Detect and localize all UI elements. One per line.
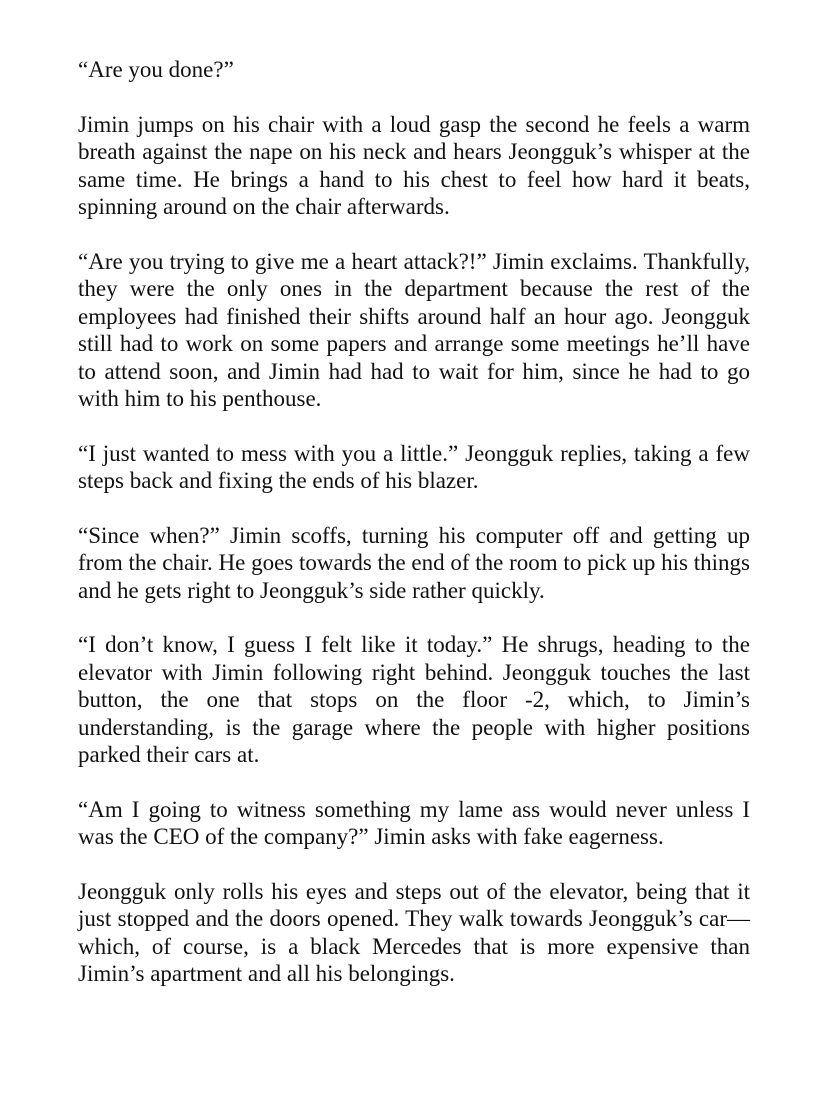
paragraph: “Are you done?” [78,57,234,82]
story-text [78,56,750,1015]
paragraph: Jimin jumps on his chair with a loud gasp the second he feels a warm breath against the nape on his neck and hears Jeongguk’s whisper at the same time. He brings a hand to his chest to feel how hard it beats, spinning around on the chair afterwards. [78,111,750,219]
paragraph: “Are you trying to give me a heart attack?!” Jimin exclaims. Thankfully, they were the only ones in the department because the rest of the employees had finished their shifts around half an hour ago. Jeongguk still had to work on some papers and arrange some meetings he’ll have to attend soon, and Jimin had had to wait for him, since he had to go with him to his penthouse. [78,248,750,411]
paragraph: Jeongguk only rolls his eyes and steps out of the elevator, being that it just stopped and the doors opened. They walk towards Jeongguk’s car— which, of course, is a black Mercedes that is more expensive than Jimin’s apartment and all his belongings. [78,878,750,986]
paragraph: “Since when?” Jimin scoffs, turning his computer off and getting up from the chair. He goes towards the end of the room to pick up his things and he gets right to Jeongguk’s side rather quickly. [78,522,750,603]
paragraph: “I don’t know, I guess I felt like it today.” He shrugs, heading to the elevator with Jimin following right behind. Jeongguk touches the last button, the one that stops on the floor -2, which, to Jimin’s understanding, is the garage where the people with higher positions parked their cars at. [78,632,750,767]
paragraph: “I just wanted to mess with you a little.” Jeongguk replies, taking a few steps back and fixing the ends of his blazer. [78,440,750,493]
paragraph: “Am I going to witness something my lame ass would never unless I was the CEO of the company?” Jimin asks with fake eagerness. [78,796,750,849]
